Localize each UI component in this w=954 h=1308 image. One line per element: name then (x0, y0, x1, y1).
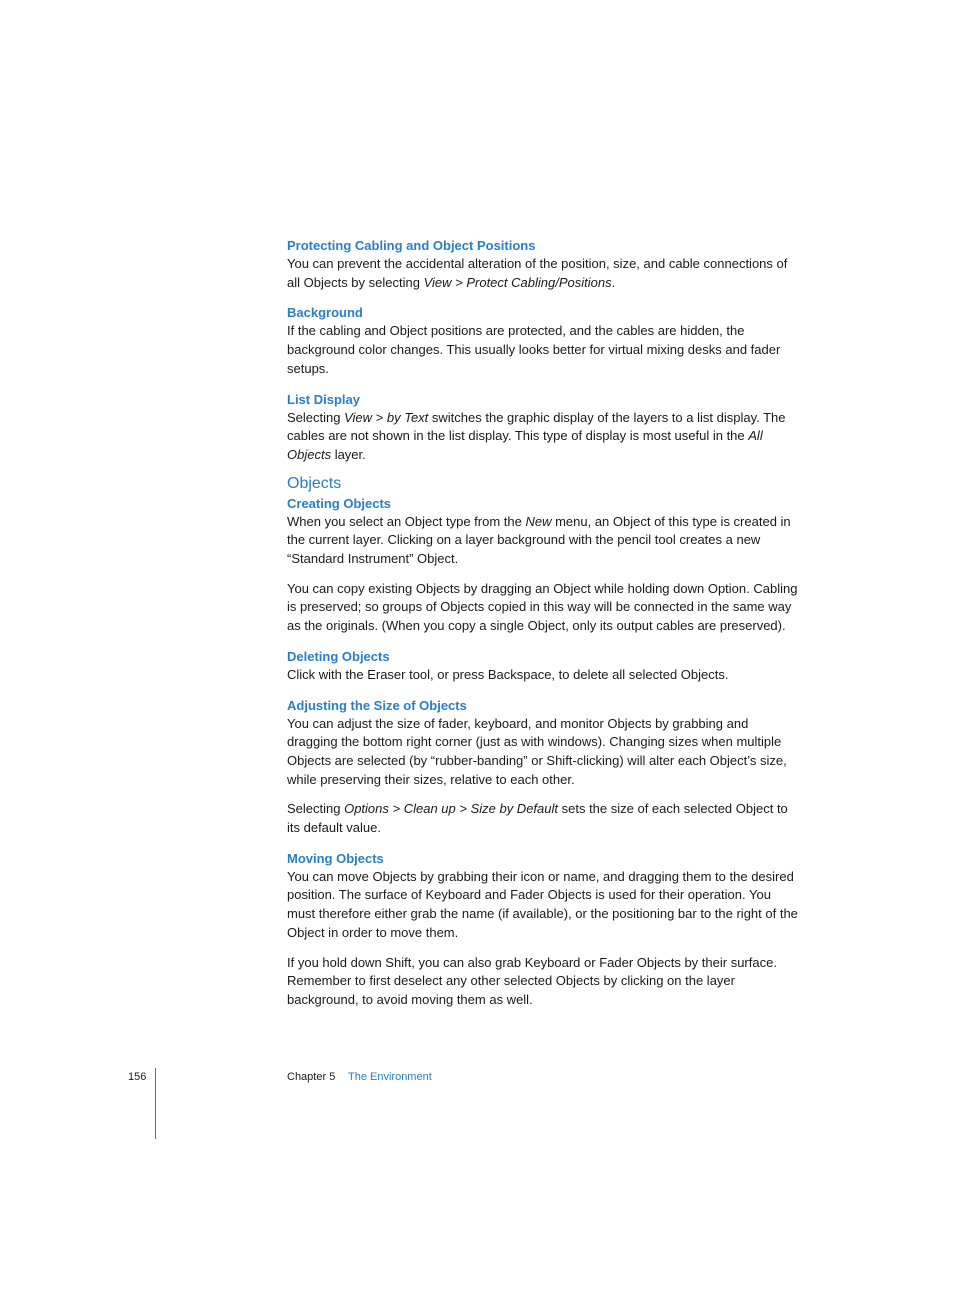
heading-creating-objects: Creating Objects (287, 495, 392, 511)
paragraph-protecting-cabling (287, 255, 799, 292)
page-content (287, 236, 799, 1010)
paragraph-moving-objects-2: If you hold down Shift, you can also grab Keyboard or Fader Objects by their surface. Remember to first deselect any other selected Objects by clicking on the layer background, to avoid moving them as well. (287, 954, 777, 1007)
heading-objects: Objects (287, 474, 342, 492)
paragraph-background: If the cabling and Object positions are protected, and the cables are hidden, the background color changes. This usually looks better for virtual mixing desks and fader setups. (287, 323, 781, 376)
menu-name: New (525, 513, 552, 529)
menu-path: Options > Clean up > Size by Default (344, 801, 558, 817)
layer-name: All Objects (287, 428, 763, 462)
text-run: menu, an Object of this type is created in the current layer. Clicking on a layer background with the pencil tool creates a new “Standard Instrument” Object. (287, 513, 791, 567)
paragraph-creating-objects-1 (287, 513, 799, 569)
paragraph-adjusting-size-2 (287, 800, 799, 837)
menu-path: View > Protect Cabling/Positions (423, 274, 612, 290)
paragraph-creating-objects-2: You can copy existing Objects by dragging an Object while holding down Option. Cabling is preserved; so groups of Objects copied in this way will be connected in the same way as the originals. (When you copy a single Object, only its output cables are preserved). (287, 580, 798, 634)
heading-moving-objects: Moving Objects (287, 850, 384, 866)
text-run: layer. (331, 446, 366, 462)
text-run: Selecting (287, 801, 345, 817)
footer-chapter-label: Chapter 5 (287, 1071, 336, 1083)
text-run: You can prevent the accidental alteration of the position, size, and cable connections of all Objects by selecting (287, 256, 788, 290)
footer-rule (155, 1068, 156, 1139)
heading-background: Background (287, 305, 363, 321)
text-run: switches the graphic display of the layers to a list display. The cables are not shown in the list display. This type of display is most useful in the (287, 409, 786, 444)
heading-list-display: List Display (287, 391, 360, 407)
footer-chapter-title: The Environment (348, 1071, 432, 1083)
text-run: Selecting (287, 409, 345, 425)
heading-protecting-cabling: Protecting Cabling and Object Positions (287, 238, 536, 253)
page-number: 156 (128, 1071, 147, 1083)
text-run: . (611, 274, 616, 290)
paragraph-deleting-objects: Click with the Eraser tool, or press Backspace, to delete all selected Objects. (287, 666, 729, 682)
heading-adjusting-size: Adjusting the Size of Objects (287, 697, 467, 713)
paragraph-moving-objects-1: You can move Objects by grabbing their icon or name, and dragging them to the desired position. The surface of Keyboard and Fader Objects is used for their operation. You must therefore either grab the name (if available), or the positioning bar to the right of the Object in order to move them. (287, 868, 798, 940)
paragraph-list-display (287, 409, 799, 465)
menu-path: View > by Text (344, 409, 429, 425)
paragraph-adjusting-size-1: You can adjust the size of fader, keyboard, and monitor Objects by grabbing and dragging the bottom right corner (just as with windows). Changing sizes when multiple Objects are selected (by “rubber-banding” or Shift-clicking) will alter each Object’s size, while preserving their sizes, relative to each other. (287, 715, 787, 787)
text-run: When you select an Object type from the (287, 513, 526, 529)
heading-deleting-objects: Deleting Objects (287, 648, 390, 664)
text-run: sets the size of each selected Object to its default value. (287, 801, 788, 836)
